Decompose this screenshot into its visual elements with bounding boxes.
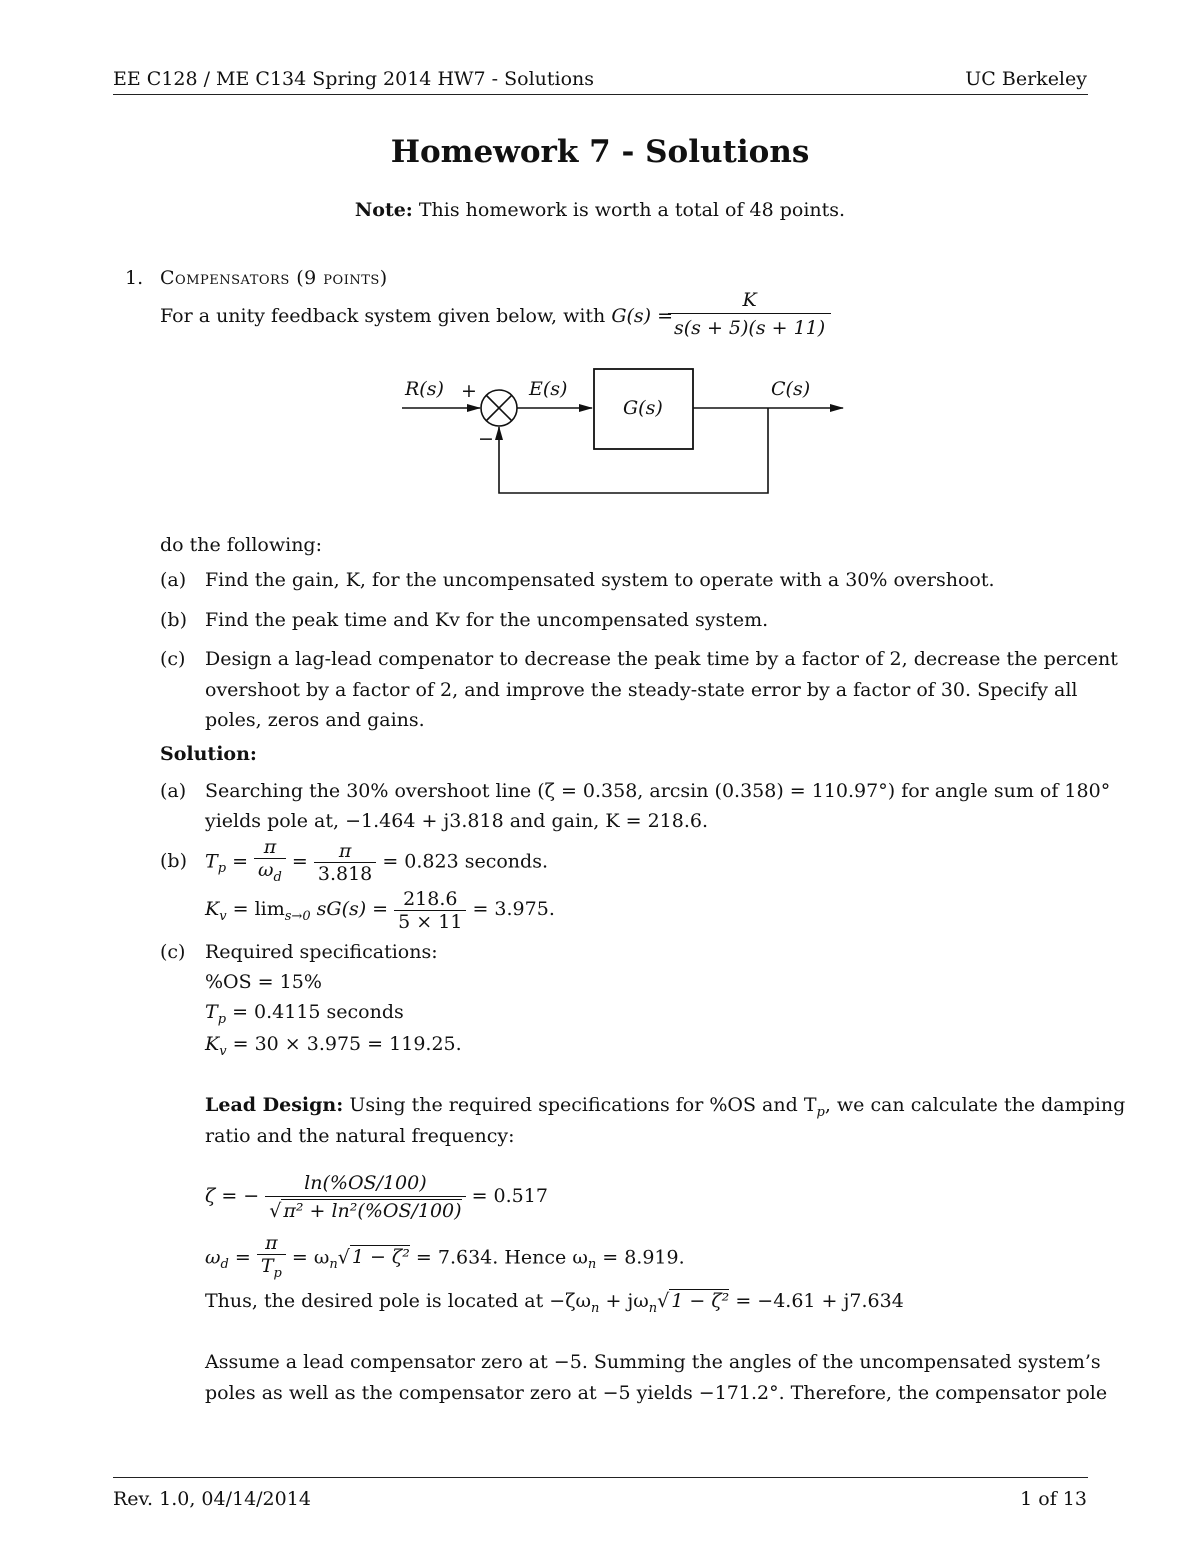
tp-frac1 <box>254 836 286 889</box>
gs-lhs: G(s) = <box>611 305 674 327</box>
zeta-rhs: = 0.517 <box>471 1185 548 1207</box>
tp-eq1: = <box>232 850 248 873</box>
sol-c-req: Required specifications: <box>205 941 438 963</box>
part-c-line3: poles, zeros and gains. <box>205 709 425 731</box>
wd-frac-den-t: T <box>260 1255 274 1277</box>
tp-frac2-den: 3.818 <box>317 862 373 885</box>
diagram-g: G(s) <box>623 397 663 419</box>
zeta-equation <box>205 1168 548 1225</box>
sol-a-label: (a) <box>160 780 187 802</box>
lead-line2: ratio and the natural frequency: <box>205 1125 515 1147</box>
kv-result: = 3.975. <box>472 898 555 920</box>
note-text: This homework is worth a total of 48 points. <box>418 199 846 221</box>
lead-tp-sub: p <box>816 1104 825 1120</box>
sol-c-tp-sym: T <box>205 1001 218 1023</box>
wd-lhs-sub: d <box>220 1257 229 1273</box>
wd-frac-num: π <box>257 1232 286 1255</box>
kv-frac-den: 5 × 11 <box>398 910 463 933</box>
footer-rule <box>113 1477 1088 1478</box>
wd-frac <box>257 1232 286 1285</box>
sol-c-label: (c) <box>160 941 186 963</box>
kv-frac <box>394 888 466 933</box>
thus-2: + jω <box>605 1290 649 1312</box>
wd-frac-den-sub: p <box>273 1265 282 1281</box>
sol-c-kv <box>205 1029 462 1067</box>
part-b-label: (b) <box>160 609 187 631</box>
kv-equation <box>205 884 555 942</box>
sol-c-tp-val: = 0.4115 seconds <box>232 1001 404 1023</box>
note-label: Note: <box>354 199 413 221</box>
solution-label: Solution: <box>160 743 257 765</box>
kv-lim-sub: s→0 <box>284 908 311 924</box>
assume-line1: Assume a lead compensator zero at −5. Summing the angles of the uncompensated system’s <box>205 1351 1101 1373</box>
tp-result: = 0.823 seconds. <box>382 850 548 873</box>
block-diagram <box>0 0 1200 520</box>
part-b-text: Find the peak time and Kv for the uncompensated system. <box>205 609 769 631</box>
thus-line: Thus, the desired pole is located at $-\zeta\omega_n + j\omega_n√$ 1 − ζ² = −4.61 + j7.634 <box>205 1290 904 1316</box>
sol-a-line2: yields pole at, −1.464 + j3.818 and gain, K = 218.6. <box>205 810 708 832</box>
sol-c-kv-sub: v <box>219 1043 227 1059</box>
assume-line2: poles as well as the compensator zero at −5 yields −171.2°. Therefore, the compensator pole <box>205 1382 1108 1404</box>
part-c-label: (c) <box>160 648 186 670</box>
footer-rev: Rev. 1.0, 04/14/2014 <box>113 1488 311 1510</box>
page-title: Homework 7 - Solutions <box>390 134 810 170</box>
diagram-r: R(s) <box>405 378 444 400</box>
header-school: UC Berkeley <box>965 68 1087 90</box>
wd-frac-den <box>257 1255 286 1285</box>
intro-text: For a unity feedback system given below, with <box>160 305 606 327</box>
tp-frac1-den-w: ω <box>258 859 274 881</box>
zeta-frac <box>265 1170 465 1225</box>
part-c-line1: Design a lag-lead compenator to decrease the peak time by a factor of 2, decrease the percent <box>205 648 1118 670</box>
footer-page: 1 of 13 <box>1020 1488 1087 1510</box>
problem-heading: Compensators (9 points) <box>160 267 388 289</box>
sol-a-line1: Searching the 30% overshoot line (ζ = 0.358, arcsin (0.358) = 110.97°) for angle sum of 180° <box>205 780 1111 802</box>
wd-lhs: ω <box>205 1246 221 1269</box>
kv-lim: = lim <box>232 898 285 920</box>
lead-text1b: , we can calculate the damping <box>824 1094 1126 1116</box>
wd-equation: $\omega_d$ = $\frac{\pi}{T_p}$ = $\omega_n√$ 1 − ζ² = 7.634. Hence $\omega_n = 8.919$. <box>205 1232 685 1290</box>
part-c-line2: overshoot by a factor of 2, and improve the steady-state error by a factor of 30. Specify all <box>205 679 1078 701</box>
gs-denominator: s(s + 5)(s + 11) <box>674 317 826 339</box>
sol-b-label: (b) <box>160 850 187 872</box>
zeta-num: ln(%OS/100) <box>265 1170 465 1197</box>
kv-sg: sG(s) = <box>316 898 389 920</box>
kv-symbol: K <box>205 898 220 920</box>
tp-frac1-num: π <box>254 836 286 859</box>
sol-c-os: %OS = 15% <box>205 971 322 993</box>
sol-c-kv-val: = 30 × 3.975 = 119.25. <box>232 1033 462 1055</box>
lead-text1: Using the required specifications for %OS and T <box>349 1094 817 1116</box>
zeta-lhs: ζ = − <box>205 1185 260 1207</box>
thus-3: = −4.61 + j7.634 <box>735 1290 904 1312</box>
zeta-den: π² + ln²(%OS/100) <box>283 1199 462 1222</box>
wd-rhs: = 7.634. Hence ω <box>415 1246 588 1269</box>
diagram-minus: − <box>478 428 494 450</box>
header-course: EE C128 / ME C134 Spring 2014 HW7 - Solutions <box>113 68 595 90</box>
diagram-plus: + <box>461 380 477 402</box>
thus-1: Thus, the desired pole is located at −ζω <box>205 1290 592 1312</box>
thus-sqrt: 1 − ζ² <box>671 1290 730 1312</box>
tp-symbol: T <box>205 850 218 873</box>
kv-frac-num: 218.6 <box>394 888 466 911</box>
diagram-e: E(s) <box>529 378 568 400</box>
gs-numerator: K <box>668 287 831 314</box>
tp-frac2 <box>314 840 376 885</box>
do-following: do the following: <box>160 534 323 556</box>
problem-number: 1. <box>125 267 144 289</box>
lead-label: Lead Design: <box>205 1094 344 1116</box>
wd-mid: = ω <box>291 1246 330 1269</box>
tp-frac2-num: π <box>314 840 376 863</box>
wd-sqrt: 1 − ζ² <box>351 1246 410 1269</box>
wd-eq: = <box>234 1246 251 1269</box>
wd-end: = 8.919. <box>602 1246 685 1269</box>
tp-frac1-den-sub: d <box>273 869 282 885</box>
kv-sub: v <box>219 908 227 924</box>
part-a-label: (a) <box>160 569 187 591</box>
tp-sub: p <box>217 861 227 877</box>
tp-eq2: = <box>291 850 308 873</box>
sol-c-tp-sub: p <box>217 1011 227 1027</box>
diagram-c: C(s) <box>771 378 811 400</box>
sol-c-kv-sym: K <box>205 1033 220 1055</box>
part-a-text: Find the gain, K, for the uncompensated system to operate with a 30% overshoot. <box>205 569 995 591</box>
zeta-den-wrap: √ π² + ln²(%OS/100) <box>269 1199 462 1222</box>
